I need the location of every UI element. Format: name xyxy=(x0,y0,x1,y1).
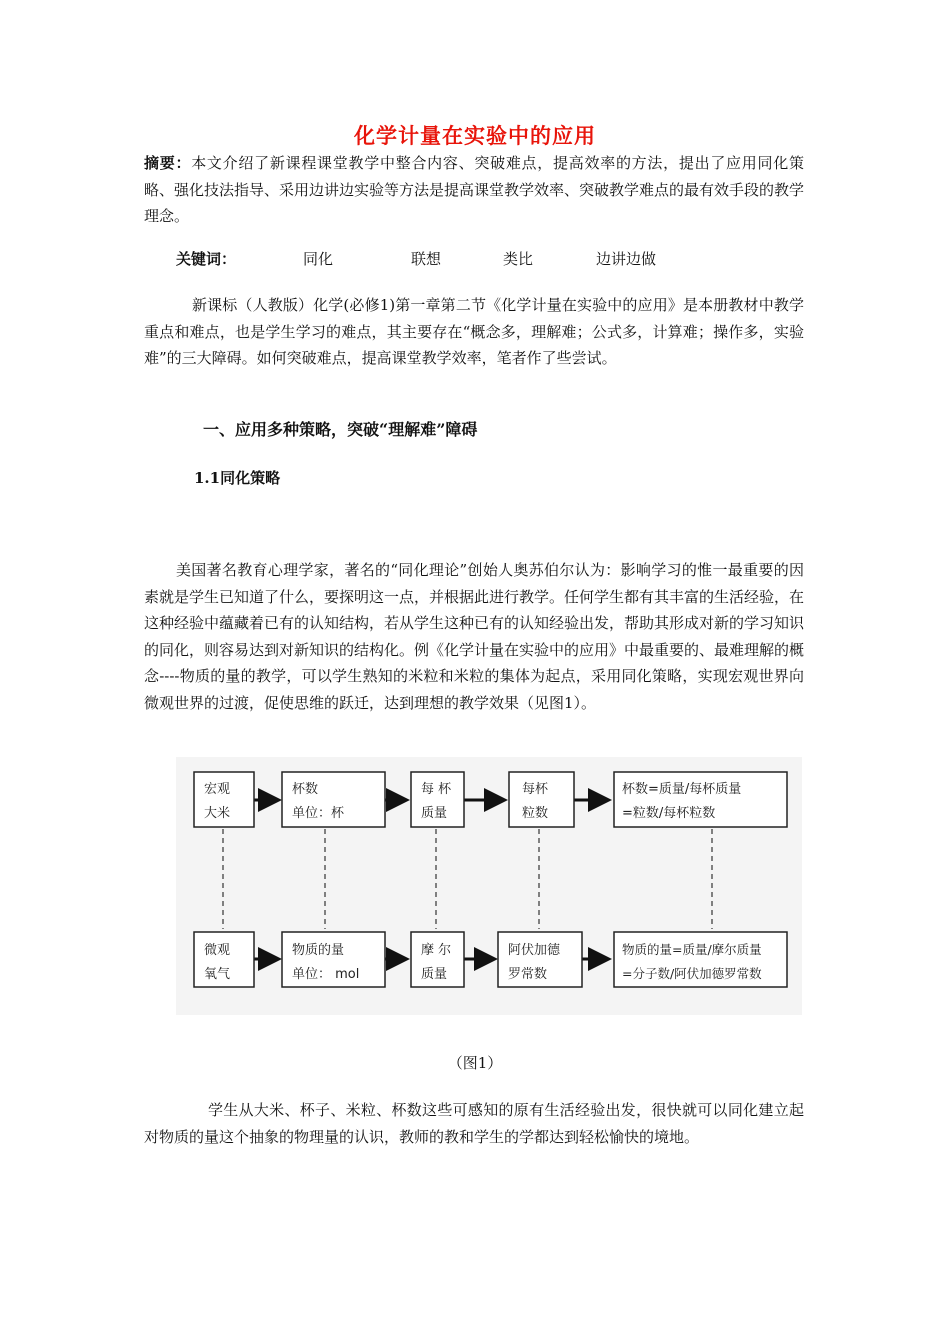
keywords-label: 关键词： xyxy=(176,250,237,268)
box-text: 粒数 xyxy=(522,806,549,821)
box-text: 宏观 xyxy=(204,782,231,797)
body-paragraph-1: 美国著名教育心理学家，著名的“同化理论”创始人奥苏伯尔认为：影响学习的惟一最重要的因素就是学生已知道了什么，要探明这一点，并根据此进行教学。任何学生都有其丰富的生活经验，在这种经验中蕴藏着已有的认知结构，若从学生这种已有的认知经验出发，帮助其形成对新的学习知识的同化，则容易达到对新知识的结构化。例《化学计量在实验中的应用》中最重要的、最难理解的概念----物质的量的教学，可以学生熟知的米粒和米粒的集体为起点，采用同化策略，实现宏观世界向微观世界的过渡，促使思维的跃迁，达到理想的教学效果（见图1）。 xyxy=(144,561,805,712)
box-text: 大米 xyxy=(204,806,231,821)
section-heading: 一、应用多种策略，突破“理解难”障碍 xyxy=(203,420,478,439)
box-text: 罗常数 xyxy=(508,967,548,982)
diagram-svg xyxy=(176,757,802,1015)
subsection-heading: 1.1同化策略 xyxy=(194,469,281,487)
abstract xyxy=(144,150,804,230)
abstract-label: 摘要： xyxy=(144,154,192,172)
intro-paragraph: 新课标（人教版）化学(必修1)第一章第二节《化学计量在实验中的应用》是本册教材中教学重点和难点，也是学生学习的难点，其主要存在“概念多，理解难；公式多，计算难；操作多，实验难”的三大障碍。如何突破难点，提高课堂教学效率，笔者作了些尝试。 xyxy=(144,296,804,367)
dashed-connectors xyxy=(223,829,712,929)
box-text: 单位： mol xyxy=(292,967,360,982)
box-text: 每杯 xyxy=(522,782,549,797)
box-text: 单位：杯 xyxy=(292,806,345,821)
box-text: 每 杯 xyxy=(421,782,452,797)
abstract-text: 本文介绍了新课程课堂教学中整合内容、突破难点，提高效率的方法，提出了应用同化策略、强化技法指导、采用边讲边实验等方法是提高课堂教学效率、突破教学难点的最有效手段的教学理念。 xyxy=(144,154,805,225)
box-text: =粒数/每杯粒数 xyxy=(622,806,716,821)
box-text: 物质的量=质量/摩尔质量 xyxy=(622,942,762,957)
box-text: 质量 xyxy=(421,806,448,821)
box-text: 微观 xyxy=(204,943,231,958)
keyword-item: 联想 xyxy=(411,250,442,268)
keyword-item: 类比 xyxy=(503,250,534,268)
page-title: 化学计量在实验中的应用 xyxy=(354,123,596,148)
box-text: 摩 尔 xyxy=(421,943,452,958)
box-text: 杯数 xyxy=(292,782,319,797)
figure-caption: （图1） xyxy=(447,1054,503,1072)
keyword-item: 边讲边做 xyxy=(596,250,657,268)
box-text: 物质的量 xyxy=(292,943,345,958)
box-text: 氧气 xyxy=(204,967,231,982)
box-text: =分子数/阿伏加德罗常数 xyxy=(622,966,762,981)
box-text: 阿伏加德 xyxy=(508,943,561,958)
keyword-item: 同化 xyxy=(303,250,334,268)
figure-1-diagram xyxy=(176,757,802,1015)
box-text: 质量 xyxy=(421,967,448,982)
box-text: 杯数=质量/每杯质量 xyxy=(622,782,742,797)
body-paragraph-2: 学生从大米、杯子、米粒、杯数这些可感知的原有生活经验出发，很快就可以同化建立起对物质的量这个抽象的物理量的认识，教师的教和学生的学都达到轻松愉快的境地。 xyxy=(144,1101,804,1146)
